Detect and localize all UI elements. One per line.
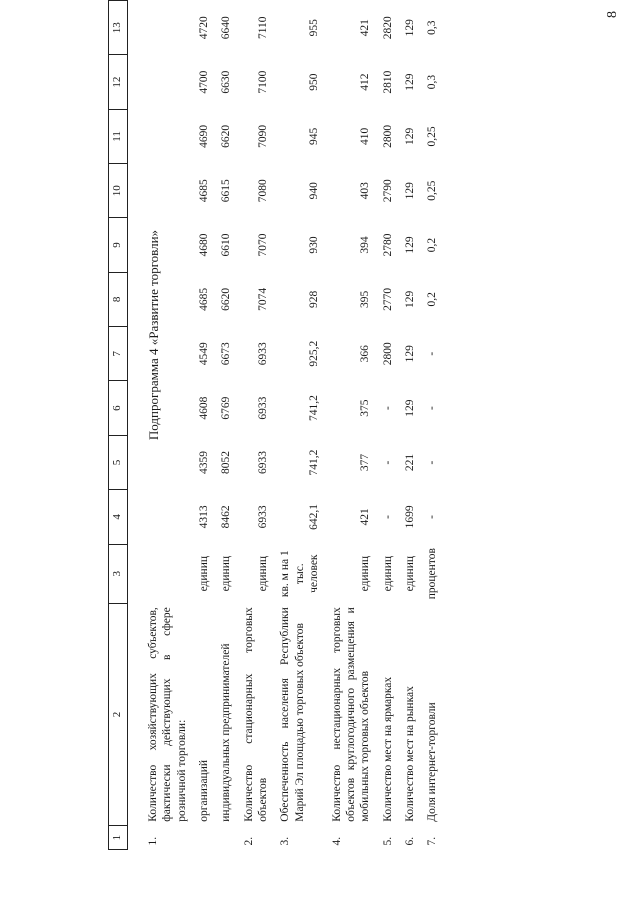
value-cell: 4313 [197,505,210,529]
value-cell: 410 [359,127,372,146]
column-number-5: 5 [109,435,128,489]
table-row [274,1,325,850]
value-cell: 4700 [197,70,210,94]
value-cell: 2780 [381,233,394,257]
value-cell: 129 [404,399,416,417]
subprogram-title: Подпрограмма 4 «Развитие торговли» [146,229,161,441]
value-cell: 129 [404,290,416,308]
value-cell: 0,2 [426,292,439,307]
value-cell: 0,3 [426,20,439,35]
table-row [127,1,193,850]
unit-cell: процентов [426,548,439,600]
value-cell: 129 [404,236,416,254]
value-cell: 2800 [381,124,394,148]
column-number-2: 2 [109,603,128,825]
value-cell: 6620 [220,287,233,311]
value-cell: 221 [404,453,416,472]
indicator-name: Количество нестационарных торговых объектов круглогодичного размещения и мобильных торговых объектов [330,607,372,822]
value-cell: 6610 [220,233,233,257]
table-row [215,1,237,850]
column-number-9: 9 [109,218,128,272]
column-number-8: 8 [109,272,128,326]
table-row [399,1,421,850]
value-cell: 129 [404,73,416,91]
column-number-3: 3 [109,544,128,603]
value-cell: 6620 [220,124,233,148]
value-cell: 129 [404,19,416,37]
value-cell: 129 [404,127,416,146]
unit-cell: единиц [197,555,210,592]
row-number: 1. [146,836,159,846]
unit-cell [127,544,193,603]
value-cell [127,435,193,489]
value-cell: 2810 [381,70,394,94]
value-cell: 6933 [257,342,269,366]
column-number-4: 4 [109,490,128,544]
row-number [215,826,237,850]
value-cell: 2770 [381,287,394,311]
row-number [193,826,215,850]
value-cell: 4720 [197,16,210,40]
value-cell: 7080 [257,179,269,203]
value-cell: 421 [359,508,372,526]
value-cell: 4549 [197,342,210,366]
value-cell: 642,1 [308,503,321,530]
value-cell: 6640 [220,16,233,40]
value-cell: 7074 [257,287,269,311]
value-cell: 375 [359,399,372,417]
row-number: 3. [279,836,292,846]
row-number: 5. [381,836,394,846]
value-cell: 4359 [197,451,210,475]
unit-cell: единиц [359,555,372,592]
value-cell: 1699 [404,505,416,529]
value-cell: 4608 [197,396,210,420]
value-cell: 6673 [220,342,233,366]
value-cell [127,218,193,272]
value-cell: 6769 [220,396,233,420]
header-row [109,1,128,850]
indicators-table [108,0,444,850]
value-cell: 0,25 [426,126,439,147]
value-cell [127,381,193,435]
page-number: 8 [605,11,620,18]
value-cell: 4685 [197,287,210,311]
unit-cell: единиц [404,555,416,592]
value-cell: 928 [308,290,321,308]
value-cell: 2800 [381,342,394,366]
value-cell: 394 [359,236,372,254]
column-number-10: 10 [109,164,128,218]
value-cell [127,164,193,218]
unit-cell: единиц [257,555,269,592]
indicator-name: организаций [197,759,210,822]
value-cell: 4690 [197,124,210,148]
value-cell: 6933 [257,396,269,420]
value-cell: 0,3 [426,74,439,90]
value-cell [127,490,193,544]
value-cell: - [426,351,439,356]
value-cell [127,1,193,55]
value-cell: 403 [359,182,372,200]
value-cell: 412 [359,73,372,91]
column-number-6: 6 [109,381,128,435]
indicator-name: Обеспеченность населения Республики Марий Эл площадью торговых объектов [279,607,306,822]
indicator-name: Количество мест на рынках [404,686,416,822]
value-cell: 945 [308,127,321,146]
table-row [326,1,377,850]
indicator-name: Доля интернет-торговли [426,702,439,822]
value-cell: 925,2 [308,340,321,367]
value-cell: 8052 [220,451,233,475]
value-cell: 930 [308,236,321,254]
value-cell: 940 [308,182,321,200]
value-cell: - [381,460,394,465]
indicator-name: Количество стационарных торговых объектов [242,607,269,822]
value-cell: 7110 [257,16,269,40]
value-cell: 6630 [220,70,233,94]
column-number-11: 11 [109,109,128,163]
unit-cell: кв. м на 1 тыс. человек [279,550,321,598]
value-cell: 2820 [381,16,394,40]
value-cell: 129 [404,182,416,200]
value-cell: 7070 [257,233,269,257]
value-cell: 366 [359,345,372,363]
column-number-13: 13 [109,1,128,55]
value-cell: 950 [308,73,321,91]
value-cell: 0,2 [426,237,439,253]
value-cell: 955 [308,19,321,37]
row-number: 7. [426,836,439,846]
row-number: 4. [330,836,343,846]
value-cell: - [426,406,439,411]
indicator-name: Количество мест на ярмарках [381,676,394,822]
value-cell: 4685 [197,179,210,203]
table-row [421,1,443,850]
unit-cell: единиц [220,555,233,592]
value-cell: 421 [359,19,372,37]
value-cell: 8462 [220,505,233,529]
value-cell: 6615 [220,179,233,203]
value-cell: 741,2 [308,395,321,422]
value-cell: 4680 [197,233,210,257]
value-cell: - [426,460,439,465]
value-cell: - [381,406,394,411]
table-row [238,1,275,850]
value-cell: 377 [359,453,372,472]
column-number-7: 7 [109,327,128,381]
value-cell: 6933 [257,505,269,529]
value-cell [127,109,193,163]
table-row [193,1,215,850]
column-number-12: 12 [109,55,128,109]
value-cell: 6933 [257,451,269,475]
indicator-name: индивидуальных предпринимателей [220,643,233,822]
row-number: 6. [404,836,416,846]
value-cell: - [381,515,394,519]
value-cell: 129 [404,345,416,363]
value-cell: 0,25 [426,180,439,201]
value-cell: 7100 [257,70,269,94]
table-row [377,1,399,850]
value-cell: 395 [359,290,372,308]
value-cell [127,272,193,326]
value-cell [127,55,193,109]
row-number: 2. [242,836,255,846]
value-cell [127,327,193,381]
unit-cell: единиц [381,555,394,592]
value-cell: 741,2 [308,449,321,476]
column-number-1: 1 [109,826,128,850]
value-cell: 7090 [257,124,269,148]
value-cell: - [426,515,439,519]
indicator-name: Количество хозяйствующих субъектов, фактически действующих в сфере розничной торговли: [146,607,188,822]
value-cell: 2790 [381,179,394,203]
